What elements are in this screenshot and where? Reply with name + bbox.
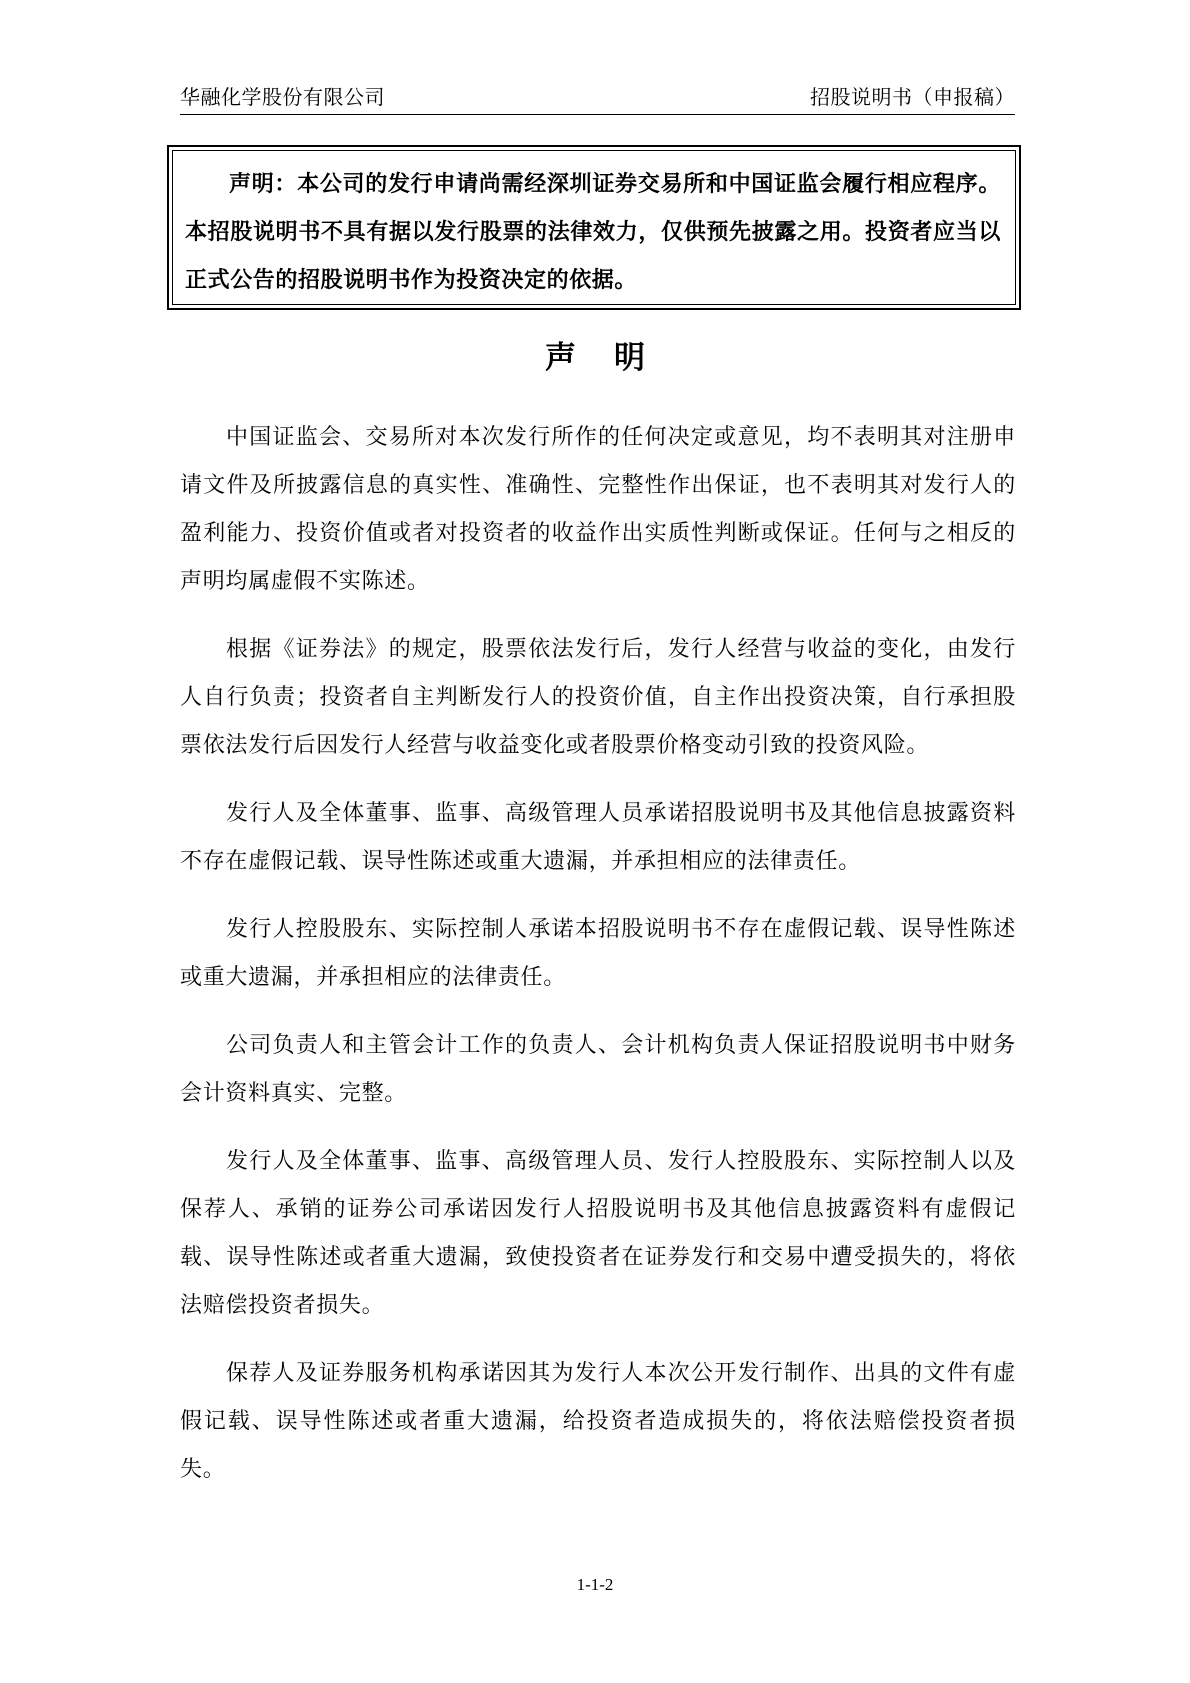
paragraph-controlling-shareholder-commitment: 发行人控股股东、实际控制人承诺本招股说明书不存在虚假记载、误导性陈述或重大遗漏，并承担相应的法律责任。 [180, 917, 1016, 990]
notice-inner-frame [172, 150, 1016, 305]
page-number: 1-1-2 [576, 1575, 614, 1594]
paragraph-financial-accuracy: 公司负责人和主管会计工作的负责人、会计机构负责人保证招股说明书中财务会计资料真实、完整。 [180, 1033, 1016, 1106]
paragraph-investment-risk: 根据《证券法》的规定，股票依法发行后，发行人经营与收益的变化，由发行人自行负责；投资者自主判断发行人的投资价值，自主作出投资决策，自行承担股票依法发行后因发行人经营与收益变化或者股票价格变动引致的投资风险。 [180, 637, 1016, 758]
notice-text: 声明：本公司的发行申请尚需经深圳证券交易所和中国证监会履行相应程序。本招股说明书不具有据以发行股票的法律效力，仅供预先披露之用。投资者应当以正式公告的招股说明书作为投资决定的依据。 [185, 172, 1001, 293]
declaration-body [180, 414, 1016, 1514]
header-document-title: 招股说明书（申报稿） [810, 85, 1015, 109]
page-header [180, 84, 1015, 115]
paragraph-regulator-disclaimer: 中国证监会、交易所对本次发行所作的任何决定或意见，均不表明其对注册申请文件及所披露信息的真实性、准确性、完整性作出保证，也不表明其对发行人的盈利能力、投资价值或者对投资者的收益作出实质性判断或保证。任何与之相反的声明均属虚假不实陈述。 [180, 425, 1016, 594]
paragraph-sponsor-commitment: 保荐人及证券服务机构承诺因其为发行人本次公开发行制作、出具的文件有虚假记载、误导性陈述或者重大遗漏，给投资者造成损失的，将依法赔偿投资者损失。 [180, 1361, 1016, 1482]
paragraph-compensation-commitment: 发行人及全体董事、监事、高级管理人员、发行人控股股东、实际控制人以及保荐人、承销的证券公司承诺因发行人招股说明书及其他信息披露资料有虚假记载、误导性陈述或者重大遗漏，致使投资者在证券发行和交易中遭受损失的，将依法赔偿投资者损失。 [180, 1149, 1016, 1318]
section-title: 声明 [545, 340, 683, 376]
header-company-name: 华融化学股份有限公司 [180, 85, 385, 109]
preliminary-disclosure-notice [167, 145, 1021, 310]
paragraph-directors-commitment: 发行人及全体董事、监事、高级管理人员承诺招股说明书及其他信息披露资料不存在虚假记载、误导性陈述或重大遗漏，并承担相应的法律责任。 [180, 801, 1016, 874]
